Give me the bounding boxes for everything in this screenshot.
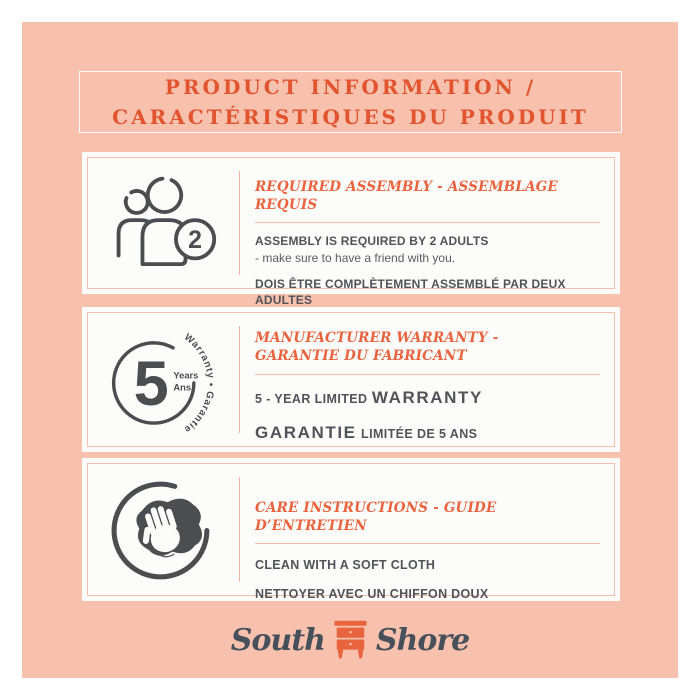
assembly-heading: REQUIRED ASSEMBLY - ASSEMBLAGE REQUIS [255,179,558,213]
assembly-fr-bold: DOIS ÊTRE COMPLÈTEMENT ASSEMBLÉ PAR DEUX ADULTES [255,276,566,308]
brand-footer [22,614,678,666]
heading-divider [255,374,600,375]
page-title [112,72,589,132]
title-box [79,71,622,133]
warranty-en-line [255,388,600,408]
heading-divider [255,222,600,223]
warranty-panel [82,307,620,452]
page-title-line2: CARACTÉRISTIQUES DU PRODUIT [112,105,589,129]
care-text-column [240,464,614,602]
warranty-arc-text: Warranty • Garantie [180,331,216,435]
warranty-fr-big: GARANTIE [255,423,357,443]
warranty-fr-line [255,423,600,443]
five-year-warranty-badge-icon [100,318,228,442]
warranty-heading [255,330,600,365]
warranty-years-label: Years [172,370,198,381]
warranty-heading-line2: GARANTIE DU FABRICANT [255,347,467,364]
assembly-en-bold: ASSEMBLY IS REQUIRED BY 2 ADULTS [255,234,489,249]
warranty-ans-label: Ans [172,382,191,393]
warranty-icon-column [88,313,239,446]
salmon-canvas [22,22,678,678]
assembly-panel [82,152,620,308]
care-icon-column [88,464,239,595]
warranty-heading-line1: MANUFACTURER WARRANTY - [255,330,499,346]
care-fr-line: NETTOYER AVEC UN CHIFFON DOUX [255,587,489,602]
assembly-badge-number: 2 [187,225,202,254]
brand-word-south: South [230,622,325,658]
warranty-text-column [240,313,614,446]
heading-divider [255,543,600,544]
cleaning-cloth-hand-icon [106,472,222,588]
warranty-number: 5 [133,348,169,419]
care-heading: CARE INSTRUCTIONS - GUIDE D’ENTRETIEN [255,500,497,534]
two-adults-icon [109,170,219,276]
warranty-en-big: WARRANTY [371,388,483,408]
care-en-line: CLEAN WITH A SOFT CLOTH [255,558,436,573]
warranty-fr-suffix: LIMITÉE DE 5 ANS [361,427,478,442]
warranty-panel-inner [87,312,615,447]
care-panel [82,458,620,601]
assembly-panel-inner [87,157,615,308]
dresser-icon [334,620,367,660]
warranty-en-prefix: 5 - YEAR LIMITED [255,392,368,407]
care-panel-inner [87,463,615,602]
assembly-en-note: - make sure to have a friend with you. [255,250,456,265]
assembly-icon-column [88,158,239,288]
brand-word-shore: Shore [375,622,470,658]
assembly-text-column [240,158,614,308]
page-title-line1: PRODUCT INFORMATION / [164,75,537,99]
